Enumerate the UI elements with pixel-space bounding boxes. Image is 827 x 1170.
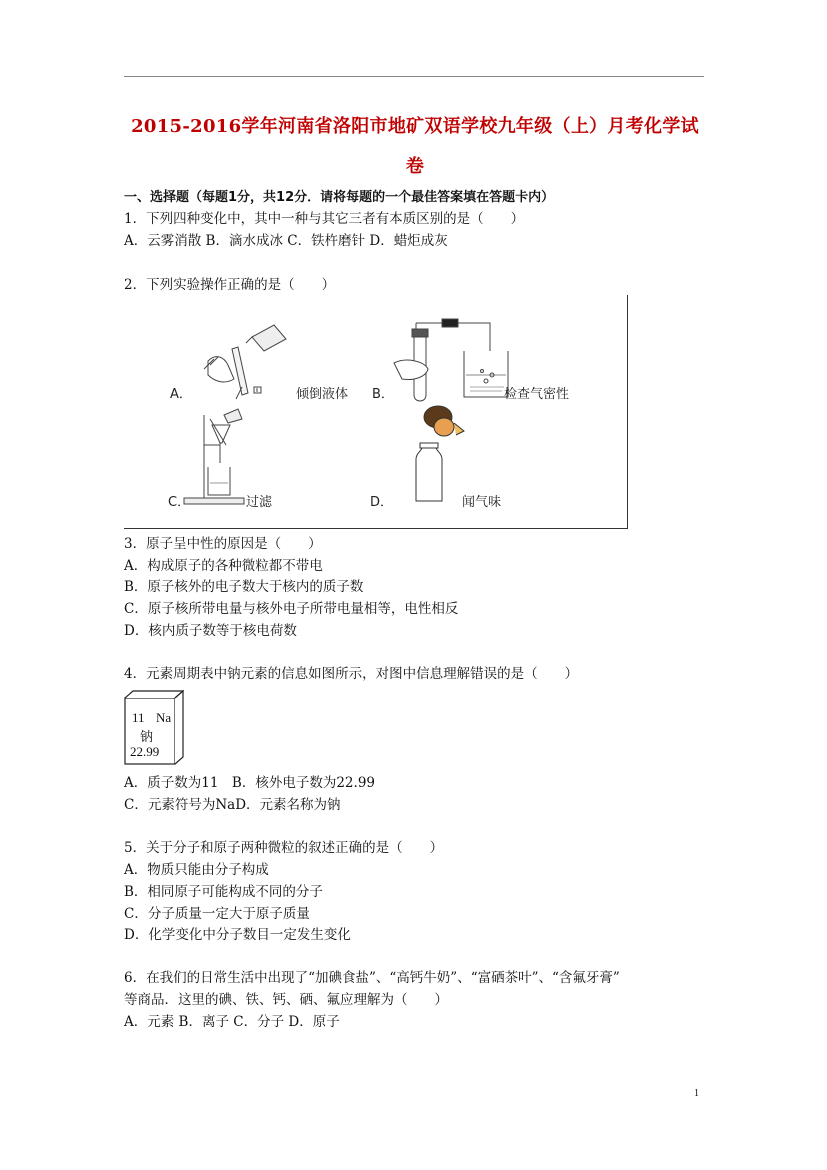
- figure-c-letter: C．: [168, 495, 191, 510]
- pouring-liquid-icon: [204, 325, 286, 399]
- q1-options: A．云雾消散 B．滴水成冰 C．铁杵磨针 D．蜡炬成灰: [124, 233, 448, 249]
- header-rule: [124, 76, 704, 77]
- figure-b-caption: 检查气密性: [504, 387, 570, 402]
- figure-a-caption: 倾倒液体: [296, 387, 349, 402]
- element-mass: 22.99: [130, 744, 160, 759]
- smelling-gas-icon: [416, 406, 464, 501]
- figure-d-caption: 闻气味: [462, 495, 502, 510]
- q4-options-ab: A．质子数为11 B．核外电子数为22.99: [124, 775, 375, 791]
- sodium-element-card: [124, 690, 184, 766]
- q3-option-c: C．原子核所带电量与核外电子所带电量相等，电性相反: [124, 601, 459, 617]
- element-name: 钠: [140, 730, 154, 745]
- filtration-icon: [184, 409, 244, 504]
- q5-option-a: A．物质只能由分子构成: [124, 862, 269, 878]
- q6-stem-line2: 等商品．这里的碘、铁、钙、硒、氟应理解为（ ）: [124, 992, 448, 1008]
- q3-option-d: D．核内质子数等于核电荷数: [124, 623, 297, 639]
- q1-stem: 1．下列四种变化中，其中一种与其它三者有本质区别的是（ ）: [124, 211, 525, 227]
- figure-c-caption: 过滤: [246, 495, 273, 510]
- q6-options: A．元素 B．离子 C．分子 D．原子: [124, 1014, 340, 1030]
- q3-option-b: B．原子核外的电子数大于核内的质子数: [124, 579, 364, 595]
- doc-title-line2: 卷: [405, 156, 425, 177]
- q5-option-b: B．相同原子可能构成不同的分子: [124, 884, 323, 900]
- doc-title-line1: 2015-2016学年河南省洛阳市地矿双语学校九年级（上）月考化学试: [131, 116, 699, 137]
- q4-options-cd: C．元素符号为NaD．元素名称为钠: [124, 797, 341, 813]
- element-symbol: Na: [156, 710, 172, 725]
- q6-stem-line1: 6．在我们的日常生活中出现了“加碘食盐”、“高钙牛奶”、“富硒茶叶”、“含氟牙膏”: [124, 970, 620, 986]
- q4-stem: 4．元素周期表中钠元素的信息如图所示，对图中信息理解错误的是（ ）: [124, 666, 579, 682]
- q5-stem: 5．关于分子和原子两种微粒的叙述正确的是（ ）: [124, 840, 444, 856]
- q2-stem: 2．下列实验操作正确的是（ ）: [124, 277, 336, 293]
- q5-option-d: D．化学变化中分子数目一定发生变化: [124, 927, 351, 943]
- element-number: 11: [132, 710, 145, 725]
- page-number: 1: [694, 1088, 699, 1099]
- section-heading: 一、选择题（每题1分，共12分．请将每题的一个最佳答案填在答题卡内）: [124, 190, 555, 205]
- q5-option-c: C．分子质量一定大于原子质量: [124, 906, 310, 922]
- q3-option-a: A．构成原子的各种微粒都不带电: [124, 558, 323, 574]
- figure-d-letter: D．: [370, 495, 394, 510]
- figure-b-letter: B．: [372, 387, 394, 402]
- figure-a-letter: A．: [170, 387, 192, 402]
- q3-stem: 3．原子呈中性的原因是（ ）: [124, 536, 322, 552]
- q2-figure: [124, 295, 628, 529]
- airtightness-check-icon: [394, 319, 508, 401]
